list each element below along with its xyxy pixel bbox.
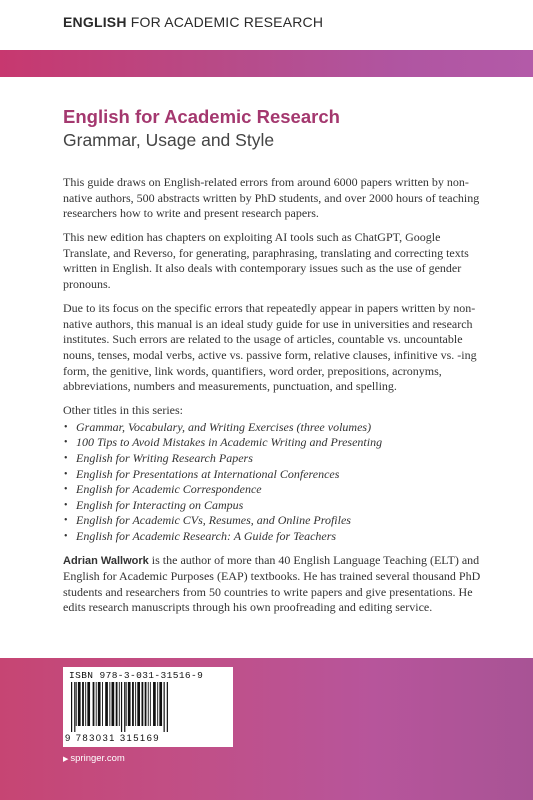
back-cover-text bbox=[63, 175, 483, 624]
barcode-bar bbox=[153, 682, 156, 726]
barcode-bar bbox=[126, 682, 127, 726]
arrow-icon: ▶ bbox=[63, 756, 69, 763]
other-title-text: 100 Tips to Avoid Mistakes in Academic Writing and Presenting bbox=[76, 435, 383, 450]
barcode-bar bbox=[96, 682, 97, 726]
other-title-item bbox=[63, 420, 483, 436]
barcode-bar bbox=[128, 682, 131, 726]
barcode-bar bbox=[145, 682, 147, 726]
other-title-text: English for Academic CVs, Resumes, and Online Profiles bbox=[76, 513, 351, 528]
description-paragraph-1: This guide draws on English-related errors from around 6000 papers written by non-native authors, 500 abstracts written by PhD students, and over 2000 hours of teaching researchers how to write and present research papers. bbox=[63, 175, 480, 221]
barcode-bar bbox=[148, 682, 149, 726]
other-title-item bbox=[63, 467, 483, 483]
barcode-digits: 9 783031 315169 bbox=[65, 733, 160, 744]
series-name-rest: FOR ACADEMIC RESEARCH bbox=[130, 14, 324, 30]
barcode-bar bbox=[102, 682, 103, 726]
bullet-icon: • bbox=[64, 421, 68, 433]
publisher-link[interactable] bbox=[63, 753, 125, 764]
publisher-url: springer.com bbox=[70, 753, 125, 764]
bullet-icon: • bbox=[64, 515, 68, 527]
barcode-bar bbox=[105, 682, 108, 726]
isbn-label: ISBN 978-3-031-31516-9 bbox=[69, 670, 204, 681]
other-title-item bbox=[63, 498, 483, 514]
series-header bbox=[0, 0, 533, 50]
author-bio bbox=[63, 553, 483, 616]
book-title: English for Academic Research bbox=[63, 106, 340, 127]
series-name-bold: ENGLISH bbox=[63, 14, 127, 30]
barcode-bar bbox=[116, 682, 118, 726]
barcode-bar bbox=[112, 682, 115, 726]
other-title-item bbox=[63, 529, 483, 545]
barcode-bar bbox=[98, 682, 101, 726]
barcode-bar bbox=[78, 682, 81, 726]
bullet-icon: • bbox=[64, 499, 68, 511]
other-title-item bbox=[63, 513, 483, 529]
barcode-bar bbox=[132, 682, 134, 726]
barcode-bar bbox=[135, 682, 136, 726]
top-color-band bbox=[0, 50, 533, 77]
barcode-bar bbox=[164, 682, 165, 732]
barcode-bar bbox=[159, 682, 162, 726]
other-titles-intro: Other titles in this series: bbox=[63, 403, 183, 418]
barcode-bar bbox=[87, 682, 90, 726]
barcode-bar bbox=[71, 682, 72, 732]
barcode-bar bbox=[119, 682, 120, 726]
barcode-bar bbox=[74, 682, 75, 732]
barcode-bar bbox=[137, 682, 140, 726]
bullet-icon: • bbox=[64, 530, 68, 542]
other-title-text: Grammar, Vocabulary, and Writing Exercises (three volumes) bbox=[76, 419, 372, 434]
other-title-item bbox=[63, 482, 483, 498]
barcode-bar bbox=[109, 682, 110, 726]
barcode-bar bbox=[93, 682, 95, 726]
author-bio-text: is the author of more than 40 English Language Teaching (ELT) and English for Academic Purposes (EAP) textbooks. He has trained several thousand PhD students and researchers from 50 countries to write papers and give presentations. He edits research manuscripts through his own proofreading and editing service. bbox=[63, 552, 481, 615]
author-name: Adrian Wallwork bbox=[63, 554, 149, 567]
other-title-text: English for Academic Research: A Guide for Teachers bbox=[76, 528, 337, 543]
barcode-bar bbox=[142, 682, 144, 726]
description-paragraph-3: Due to its focus on the specific errors that repeatedly appear in papers written by non-native authors, this manual is an ideal study guide for use in universities and research institutes. Such errors are related to the usage of articles, countable vs. uncountable nouns, tenses, modal verbs, active vs. passive form, relative clauses, infinitive vs. -ing form, the genitive, link words, quantifiers, word order, prepositions, acronyms, abbreviations, numbers and measurements, punctuation, and spelling. bbox=[63, 301, 477, 394]
barcode-image bbox=[69, 682, 227, 732]
barcode-bar bbox=[85, 682, 86, 726]
barcode-bar bbox=[157, 682, 158, 726]
description-paragraph-2: This new edition has chapters on exploiting AI tools such as ChatGPT, Google Translate, and Reverso, for generating, paraphrasing, translating and correcting texts written in English. It also deals with contemporary issues such as the use of gender pronouns. bbox=[63, 230, 469, 292]
other-title-text: English for Academic Correspondence bbox=[76, 482, 262, 497]
other-title-text: English for Presentations at International Conferences bbox=[76, 466, 340, 481]
other-title-item bbox=[63, 435, 483, 451]
barcode-bar bbox=[121, 682, 122, 732]
bullet-icon: • bbox=[64, 453, 68, 464]
barcode-bar bbox=[76, 682, 77, 726]
series-name bbox=[63, 14, 323, 30]
other-titles-list bbox=[63, 420, 483, 545]
other-title-text: English for Writing Research Papers bbox=[76, 451, 253, 465]
bullet-icon: • bbox=[64, 437, 68, 449]
bullet-icon: • bbox=[64, 468, 68, 480]
other-title-item bbox=[63, 451, 483, 467]
barcode-bar bbox=[124, 682, 125, 732]
barcode-bar bbox=[167, 682, 168, 732]
other-title-text: English for Interacting on Campus bbox=[76, 497, 244, 512]
barcode-bar bbox=[150, 682, 151, 726]
barcode-box bbox=[63, 667, 233, 747]
book-subtitle: Grammar, Usage and Style bbox=[63, 130, 275, 150]
bullet-icon: • bbox=[64, 484, 68, 496]
barcode-bar bbox=[82, 682, 84, 726]
